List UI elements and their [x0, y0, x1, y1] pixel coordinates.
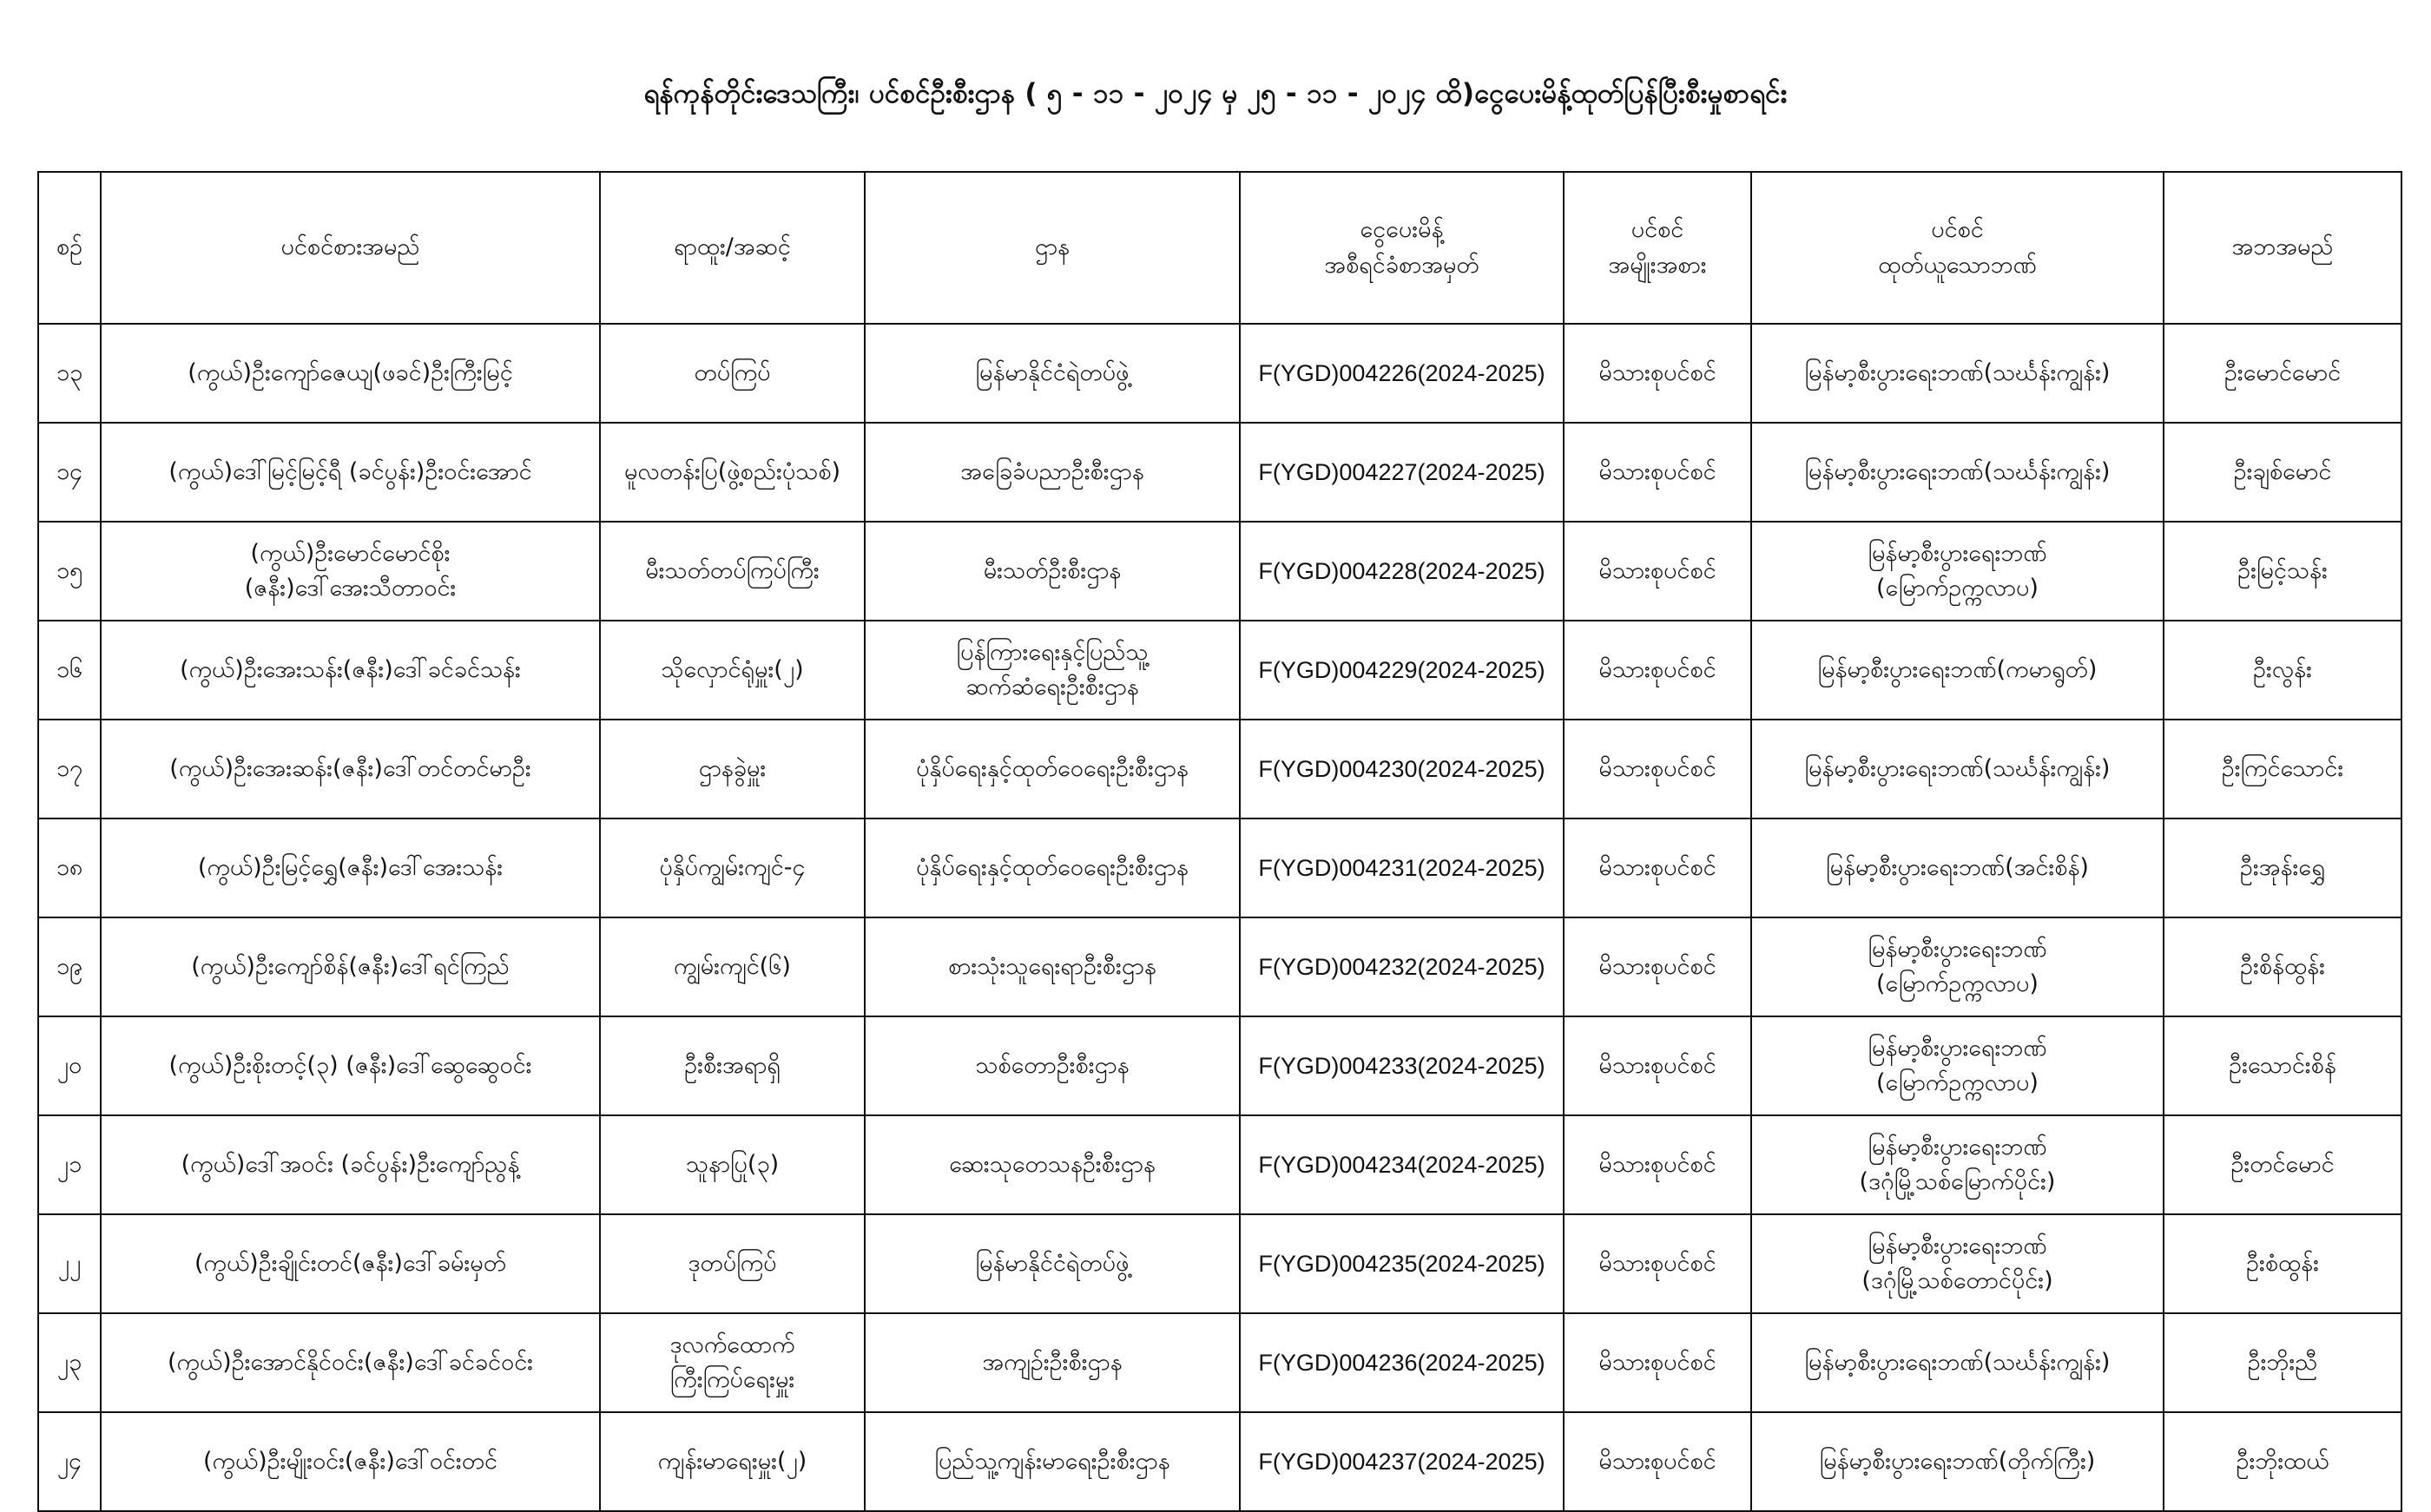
cell-department-line: ပုံနှိပ်ရေးနှင့်ထုတ်ဝေရေးဦးစီးဌာန: [916, 754, 1189, 782]
cell-rank-line: ပုံနှိပ်ကျွမ်းကျင်-၄: [659, 853, 806, 881]
cell-rank-line: ဒုတပ်ကြပ်: [688, 1249, 777, 1277]
cell-rank-line: ဒုလက်ထောက်: [669, 1331, 795, 1358]
cell-name: [101, 1412, 600, 1511]
cell-bank: [1751, 423, 2164, 522]
cell-bank: [1751, 1313, 2164, 1412]
cell-bank: [1751, 1016, 2164, 1115]
cell-pension-type: မိသားစုပင်စင်: [1564, 720, 1751, 818]
cell-father: ဦးအုန်းရွှေ: [2164, 818, 2401, 917]
cell-report-no: F(YGD)004226(2024-2025): [1240, 324, 1564, 423]
cell-father: ဦးသောင်းစိန်: [2164, 1016, 2401, 1115]
cell-report-no: F(YGD)004236(2024-2025): [1240, 1313, 1564, 1412]
cell-department: [865, 324, 1240, 423]
cell-name-line: (ကွယ်)ဦးကျော်စိန်(ဇနီး)ဒေါ်ရင်ကြည်: [191, 952, 510, 980]
cell-name: [101, 917, 600, 1016]
cell-department-line: မြန်မာနိုင်ငံရဲတပ်ဖွဲ့: [975, 358, 1130, 386]
col-header-bank: [1751, 172, 2164, 324]
cell-bank-line: မြန်မာ့စီးပွားရေးဘဏ်: [1868, 1034, 2047, 1062]
cell-rank-line: တပ်ကြပ်: [694, 358, 771, 386]
cell-father: ဦးမြင့်သန်း: [2164, 522, 2401, 621]
table-row: [38, 1016, 2401, 1115]
cell-bank-line: (မြောက်ဥက္ကလာပ): [1876, 575, 2039, 602]
cell-pension-type: မိသားစုပင်စင်: [1564, 1115, 1751, 1214]
table-row: [38, 621, 2401, 720]
header-line: အဘအမည်: [2231, 233, 2334, 261]
cell-name: [101, 1313, 600, 1412]
cell-department: [865, 1115, 1240, 1214]
cell-bank: [1751, 1412, 2164, 1511]
cell-rank-line: မူလတန်းပြ(ဖွဲ့စည်းပုံသစ်): [623, 457, 841, 485]
cell-department-line: ပုံနှိပ်ရေးနှင့်ထုတ်ဝေရေးဦးစီးဌာန: [916, 853, 1189, 881]
cell-bank: [1751, 1214, 2164, 1313]
cell-rank: [600, 917, 865, 1016]
cell-bank: [1751, 917, 2164, 1016]
table-row: [38, 1412, 2401, 1511]
cell-rank: [600, 720, 865, 818]
cell-department: [865, 1214, 1240, 1313]
table-row: [38, 720, 2401, 818]
cell-report-no: F(YGD)004237(2024-2025): [1240, 1412, 1564, 1511]
cell-department: [865, 1313, 1240, 1412]
pension-table: [37, 171, 2402, 1512]
cell-pension-type: မိသားစုပင်စင်: [1564, 621, 1751, 720]
cell-no: ၂၂: [38, 1214, 101, 1313]
cell-department: [865, 917, 1240, 1016]
cell-pension-type: မိသားစုပင်စင်: [1564, 1016, 1751, 1115]
cell-rank-line: သိုလှောင်ရုံမှူး(၂): [661, 655, 804, 683]
cell-rank-line: ကြီးကြပ်ရေးမှူး: [669, 1366, 795, 1393]
cell-report-no: F(YGD)004230(2024-2025): [1240, 720, 1564, 818]
cell-report-no: F(YGD)004229(2024-2025): [1240, 621, 1564, 720]
cell-rank-line: မီးသတ်တပ်ကြပ်ကြီး: [645, 556, 820, 584]
cell-department: [865, 1016, 1240, 1115]
cell-department-line: မီးသတ်ဦးစီးဌာန: [983, 556, 1122, 584]
cell-rank: [600, 621, 865, 720]
cell-rank: [600, 423, 865, 522]
cell-bank-line: မြန်မာ့စီးပွားရေးဘဏ်(အင်းစိန်): [1826, 853, 2089, 881]
table-row: [38, 1214, 2401, 1313]
cell-father: ဦးချစ်မောင်: [2164, 423, 2401, 522]
cell-bank-line: မြန်မာ့စီးပွားရေးဘဏ်: [1868, 1232, 2047, 1259]
cell-department: [865, 522, 1240, 621]
cell-rank: [600, 1313, 865, 1412]
cell-father: ဦးကြင်သောင်း: [2164, 720, 2401, 818]
header-line: ပင်စင်: [1631, 216, 1684, 243]
cell-rank: [600, 1214, 865, 1313]
cell-bank-line: (မြောက်ဥက္ကလာပ): [1876, 970, 2039, 997]
cell-department-line: ဆက်ဆံရေးဦးစီးဌာန: [965, 674, 1139, 700]
cell-bank: [1751, 324, 2164, 423]
cell-rank-line: သူနာပြု(၃): [685, 1150, 780, 1178]
table-row: [38, 324, 2401, 423]
cell-department: [865, 1412, 1240, 1511]
table-body: [38, 324, 2401, 1511]
table-row: [38, 818, 2401, 917]
cell-rank: [600, 1016, 865, 1115]
header-line: ရာထူး/အဆင့်: [674, 233, 791, 261]
cell-department-line: မြန်မာနိုင်ငံရဲတပ်ဖွဲ့: [975, 1249, 1130, 1277]
cell-name-line: (ဇနီး)ဒေါ်အေးသီတာဝင်း: [244, 575, 457, 602]
cell-name: [101, 423, 600, 522]
cell-bank-line: မြန်မာ့စီးပွားရေးဘဏ်: [1868, 1133, 2047, 1160]
header-row: [38, 172, 2401, 324]
cell-father: ဦးစံထွန်း: [2164, 1214, 2401, 1313]
cell-report-no: F(YGD)004227(2024-2025): [1240, 423, 1564, 522]
cell-name-line: (ကွယ်)ဦးမြင့်ရွှေ(ဇနီး)ဒေါ်အေးသန်း: [197, 853, 504, 881]
cell-pension-type: မိသားစုပင်စင်: [1564, 324, 1751, 423]
cell-name-line: (ကွယ်)ဦးမောင်မောင်စိုး: [250, 539, 451, 567]
cell-bank: [1751, 1115, 2164, 1214]
col-header-report-no: [1240, 172, 1564, 324]
cell-department: [865, 423, 1240, 522]
cell-name: [101, 324, 600, 423]
cell-pension-type: မိသားစုပင်စင်: [1564, 917, 1751, 1016]
cell-bank: [1751, 818, 2164, 917]
cell-rank-line: ဌာနခွဲမှူး: [698, 754, 767, 782]
col-header-name: [101, 172, 600, 324]
col-header-father: [2164, 172, 2401, 324]
cell-bank-line: မြန်မာ့စီးပွားရေးဘဏ်: [1868, 539, 2047, 567]
header-line: အစီရင်ခံစာအမှတ်: [1324, 251, 1479, 279]
cell-rank: [600, 522, 865, 621]
cell-no: ၂၃: [38, 1313, 101, 1412]
cell-bank: [1751, 522, 2164, 621]
cell-report-no: F(YGD)004231(2024-2025): [1240, 818, 1564, 917]
cell-father: ဦးဘိုးထယ်: [2164, 1412, 2401, 1511]
cell-name-line: (ကွယ်)ဦးကျော်ဇေယျ(ဖခင်)ဦးကြီးမြင့်: [188, 358, 513, 386]
cell-name: [101, 818, 600, 917]
cell-report-no: F(YGD)004232(2024-2025): [1240, 917, 1564, 1016]
cell-no: ၁၆: [38, 621, 101, 720]
cell-department-line: ပြည်သူ့ကျန်းမာရေးဦးစီးဌာန: [934, 1447, 1170, 1475]
col-header-pension-type: [1564, 172, 1751, 324]
cell-no: ၁၈: [38, 818, 101, 917]
cell-no: ၁၄: [38, 423, 101, 522]
page-title: ရန်ကုန်တိုင်းဒေသကြီး၊ ပင်စင်ဦးစီးဌာန ( ၅ - ၁၁ - ၂၀၂၄ မှ ၂၅ - ၁၁ - ၂၀၂၄ ထိ)ငွေပေးမိန့်ထုတ်ပြန်ပြီးစီးမှုစာရင်း: [643, 78, 1788, 109]
cell-bank-line: (မြောက်ဥက္ကလာပ): [1876, 1069, 2039, 1096]
col-header-rank: [600, 172, 865, 324]
header-line: ပင်စင်စားအမည်: [280, 233, 420, 261]
cell-department-line: သစ်တောဦးစီးဌာန: [975, 1051, 1130, 1079]
cell-rank-line: ကျွမ်းကျင်(၆): [674, 952, 791, 980]
cell-rank-line: ကျန်းမာရေးမှူး(၂): [657, 1447, 807, 1475]
cell-name-line: (ကွယ်)ဦးချိုင်းတင်(ဇနီး)ဒေါ်ခမ်းမှတ်: [194, 1249, 506, 1277]
cell-father: ဦးဘိုးညီ: [2164, 1313, 2401, 1412]
cell-department-line: ဆေးသုတေသနဦးစီးဌာန: [949, 1150, 1156, 1178]
cell-department: [865, 621, 1240, 720]
cell-report-no: F(YGD)004234(2024-2025): [1240, 1115, 1564, 1214]
cell-name: [101, 1214, 600, 1313]
cell-father: ဦးလွန်း: [2164, 621, 2401, 720]
cell-pension-type: မိသားစုပင်စင်: [1564, 522, 1751, 621]
cell-bank-line: (ဒဂုံမြို့သစ်မြောက်ပိုင်း): [1859, 1168, 2056, 1195]
cell-report-no: F(YGD)004228(2024-2025): [1240, 522, 1564, 621]
cell-pension-type: မိသားစုပင်စင်: [1564, 1313, 1751, 1412]
cell-rank: [600, 1115, 865, 1214]
col-header-no: [38, 172, 101, 324]
cell-father: ဦးတင်မောင်: [2164, 1115, 2401, 1214]
cell-no: ၂၄: [38, 1412, 101, 1511]
cell-bank-line: မြန်မာ့စီးပွားရေးဘဏ်(ကမာရွတ်): [1817, 655, 2098, 683]
cell-bank-line: မြန်မာ့စီးပွားရေးဘဏ်(တိုက်ကြီး): [1819, 1447, 2096, 1475]
cell-pension-type: မိသားစုပင်စင်: [1564, 1214, 1751, 1313]
cell-department-line: စားသုံးသူရေးရာဦးစီးဌာန: [948, 952, 1156, 980]
cell-department: [865, 720, 1240, 818]
header-line: ဌာန: [1034, 233, 1071, 261]
cell-report-no: F(YGD)004233(2024-2025): [1240, 1016, 1564, 1115]
table-row: [38, 1313, 2401, 1412]
cell-no: ၂၀: [38, 1016, 101, 1115]
cell-name-line: (ကွယ်)ဒေါ်မြင့်မြင့်ရီ (ခင်ပွန်း)ဦးဝင်းအောင်: [168, 457, 532, 485]
table-row: [38, 917, 2401, 1016]
cell-name: [101, 522, 600, 621]
table-row: [38, 1115, 2401, 1214]
cell-father: ဦးမောင်မောင်: [2164, 324, 2401, 423]
table-row: [38, 522, 2401, 621]
cell-name: [101, 1016, 600, 1115]
cell-department: [865, 818, 1240, 917]
cell-rank: [600, 1412, 865, 1511]
cell-pension-type: မိသားစုပင်စင်: [1564, 1412, 1751, 1511]
cell-name: [101, 720, 600, 818]
cell-rank-line: ဦးစီးအရာရှိ: [684, 1051, 781, 1079]
cell-name: [101, 1115, 600, 1214]
cell-rank: [600, 818, 865, 917]
header-line: စဉ်: [56, 233, 83, 261]
cell-no: ၁၅: [38, 522, 101, 621]
col-header-department: [865, 172, 1240, 324]
cell-rank: [600, 324, 865, 423]
cell-no: ၂၁: [38, 1115, 101, 1214]
cell-department-line: အကျဉ်းဦးစီးဌာန: [982, 1348, 1123, 1376]
cell-name-line: (ကွယ်)ဦးအေးဆန်း(ဇနီး)ဒေါ်တင်တင်မာဦး: [169, 754, 531, 782]
cell-bank-line: မြန်မာ့စီးပွားရေးဘဏ်: [1868, 935, 2047, 963]
cell-no: ၁၃: [38, 324, 101, 423]
cell-department-line: ပြန်ကြားရေးနှင့်ပြည်သူ့: [956, 638, 1149, 666]
header-line: အမျိုးအစား: [1608, 251, 1707, 279]
cell-bank-line: မြန်မာ့စီးပွားရေးဘဏ်(သင်္ဃန်းကျွန်း): [1804, 754, 2111, 782]
cell-bank-line: မြန်မာ့စီးပွားရေးဘဏ်(သင်္ဃန်းကျွန်း): [1804, 358, 2111, 386]
cell-bank-line: (ဒဂုံမြို့သစ်တောင်ပိုင်း): [1861, 1267, 2053, 1294]
cell-name-line: (ကွယ်)ဦးအောင်နိုင်ဝင်း(ဇနီး)ဒေါ်ခင်ခင်ဝင်း: [167, 1348, 534, 1376]
cell-name: [101, 621, 600, 720]
cell-bank: [1751, 621, 2164, 720]
cell-pension-type: မိသားစုပင်စင်: [1564, 423, 1751, 522]
cell-father: ဦးစိန်ထွန်း: [2164, 917, 2401, 1016]
cell-name-line: (ကွယ်)ဒေါ်အဝင်း (ခင်ပွန်း)ဦးကျော်ညွန့်: [181, 1150, 520, 1178]
cell-report-no: F(YGD)004235(2024-2025): [1240, 1214, 1564, 1313]
cell-bank: [1751, 720, 2164, 818]
cell-name-line: (ကွယ်)ဦးအေးသန်း(ဇနီး)ဒေါ်ခင်ခင်သန်း: [180, 655, 521, 683]
cell-no: ၁၇: [38, 720, 101, 818]
cell-bank-line: မြန်မာ့စီးပွားရေးဘဏ်(သင်္ဃန်းကျွန်း): [1804, 457, 2111, 485]
table-row: [38, 423, 2401, 522]
header-line: ပင်စင်: [1931, 216, 1984, 243]
cell-name-line: (ကွယ်)ဦးမျိုးဝင်း(ဇနီး)ဒေါ်ဝင်းတင်: [202, 1447, 498, 1475]
cell-pension-type: မိသားစုပင်စင်: [1564, 818, 1751, 917]
header-line: ငွေပေးမိန့်: [1360, 216, 1444, 243]
cell-name-line: (ကွယ်)ဦးစိုးတင့်(၃) (ဇနီး)ဒေါ်ဆွေဆွေဝင်း: [168, 1051, 532, 1079]
cell-department-line: အခြေခံပညာဦးစီးဌာန: [960, 457, 1144, 485]
cell-bank-line: မြန်မာ့စီးပွားရေးဘဏ်(သင်္ဃန်းကျွန်း): [1804, 1348, 2111, 1376]
cell-no: ၁၉: [38, 917, 101, 1016]
header-line: ထုတ်ယူသောဘဏ်: [1878, 251, 2037, 279]
